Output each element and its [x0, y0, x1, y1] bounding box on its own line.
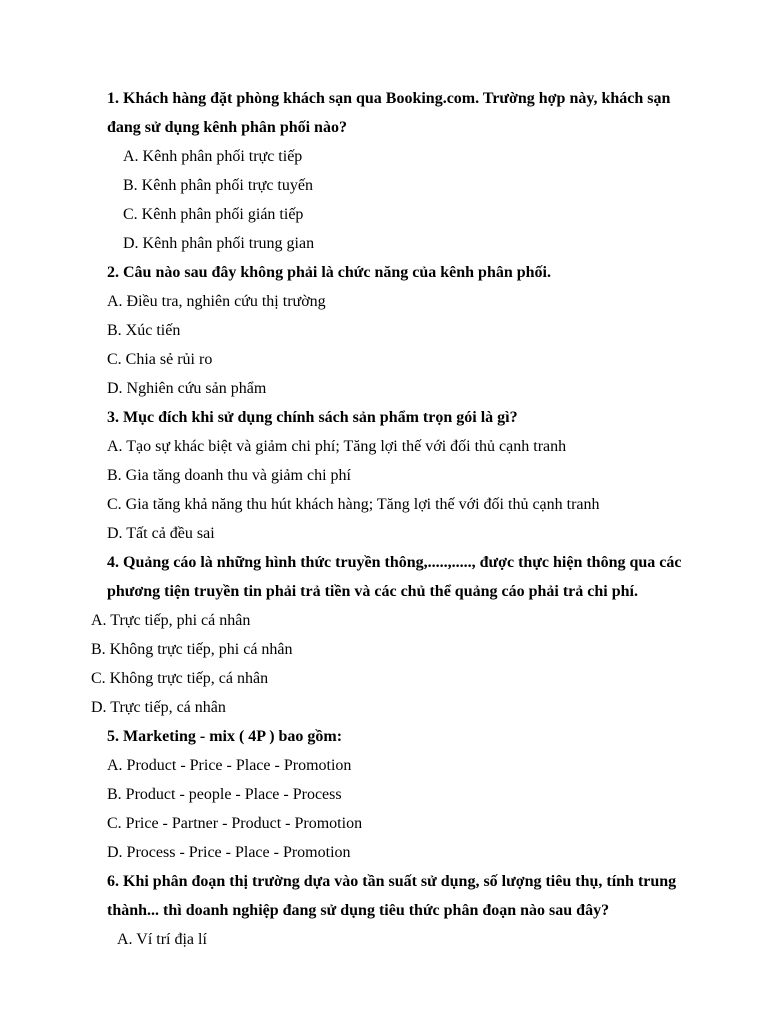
question-6-text-line-2: thành... thì doanh nghiệp đang sử dụng tiêu thức phân đoạn nào sau đây? — [107, 902, 610, 919]
question-4-option-a: A. Trực tiếp, phi cá nhân — [91, 612, 251, 629]
question-2-text-line-1: 2. Câu nào sau đây không phải là chức năng của kênh phân phối. — [107, 264, 551, 281]
question-3-option-b: B. Gia tăng doanh thu và giảm chi phí — [107, 467, 351, 484]
question-4-option-b: B. Không trực tiếp, phi cá nhân — [91, 641, 293, 658]
question-5-option-a: A. Product - Price - Place - Promotion — [107, 757, 352, 774]
question-4-text-line-1: 4. Quảng cáo là những hình thức truyền thông,.....,....., được thực hiện thông qua các — [107, 554, 682, 571]
question-4-option-d: D. Trực tiếp, cá nhân — [91, 699, 226, 716]
question-2-option-d: D. Nghiên cứu sản phẩm — [107, 380, 267, 397]
question-6-text-line-1: 6. Khi phân đoạn thị trường dựa vào tần suất sử dụng, số lượng tiêu thụ, tính trung — [107, 873, 677, 890]
question-1-option-a: A. Kênh phân phối trực tiếp — [123, 148, 303, 165]
question-3-text-line-1: 3. Mục đích khi sử dụng chính sách sản phẩm trọn gói là gì? — [107, 409, 518, 426]
question-3-option-a: A. Tạo sự khác biệt và giảm chi phí; Tăng lợi thế với đối thủ cạnh tranh — [107, 438, 567, 455]
question-5-option-b: B. Product - people - Place - Process — [107, 786, 342, 803]
question-3-option-d: D. Tất cả đều sai — [107, 525, 215, 542]
question-6-option-a: A. Ví trí địa lí — [117, 931, 207, 948]
question-2-option-a: A. Điều tra, nghiên cứu thị trường — [107, 293, 326, 310]
question-5-option-c: C. Price - Partner - Product - Promotion — [107, 815, 363, 832]
question-1-option-d: D. Kênh phân phối trung gian — [123, 235, 315, 252]
question-4-option-c: C. Không trực tiếp, cá nhân — [91, 670, 269, 687]
question-3-option-c: C. Gia tăng khả năng thu hút khách hàng; Tăng lợi thế với đối thủ cạnh tranh — [107, 496, 600, 513]
question-2-option-c: C. Chia sẻ rủi ro — [107, 351, 213, 368]
question-4-text-line-2: phương tiện truyền tin phải trả tiền và các chủ thể quảng cáo phải trả chi phí. — [107, 583, 638, 600]
question-1-text-line-1: 1. Khách hàng đặt phòng khách sạn qua Booking.com. Trường hợp này, khách sạn — [107, 90, 671, 107]
question-1-option-c: C. Kênh phân phối gián tiếp — [123, 206, 304, 223]
question-5-option-d: D. Process - Price - Place - Promotion — [107, 844, 351, 861]
question-1-text-line-2: đang sử dụng kênh phân phối nào? — [107, 119, 347, 136]
question-2-option-b: B. Xúc tiến — [107, 322, 181, 339]
question-1-option-b: B. Kênh phân phối trực tuyến — [123, 177, 313, 194]
question-5-text-line-1: 5. Marketing - mix ( 4P ) bao gồm: — [107, 728, 343, 745]
